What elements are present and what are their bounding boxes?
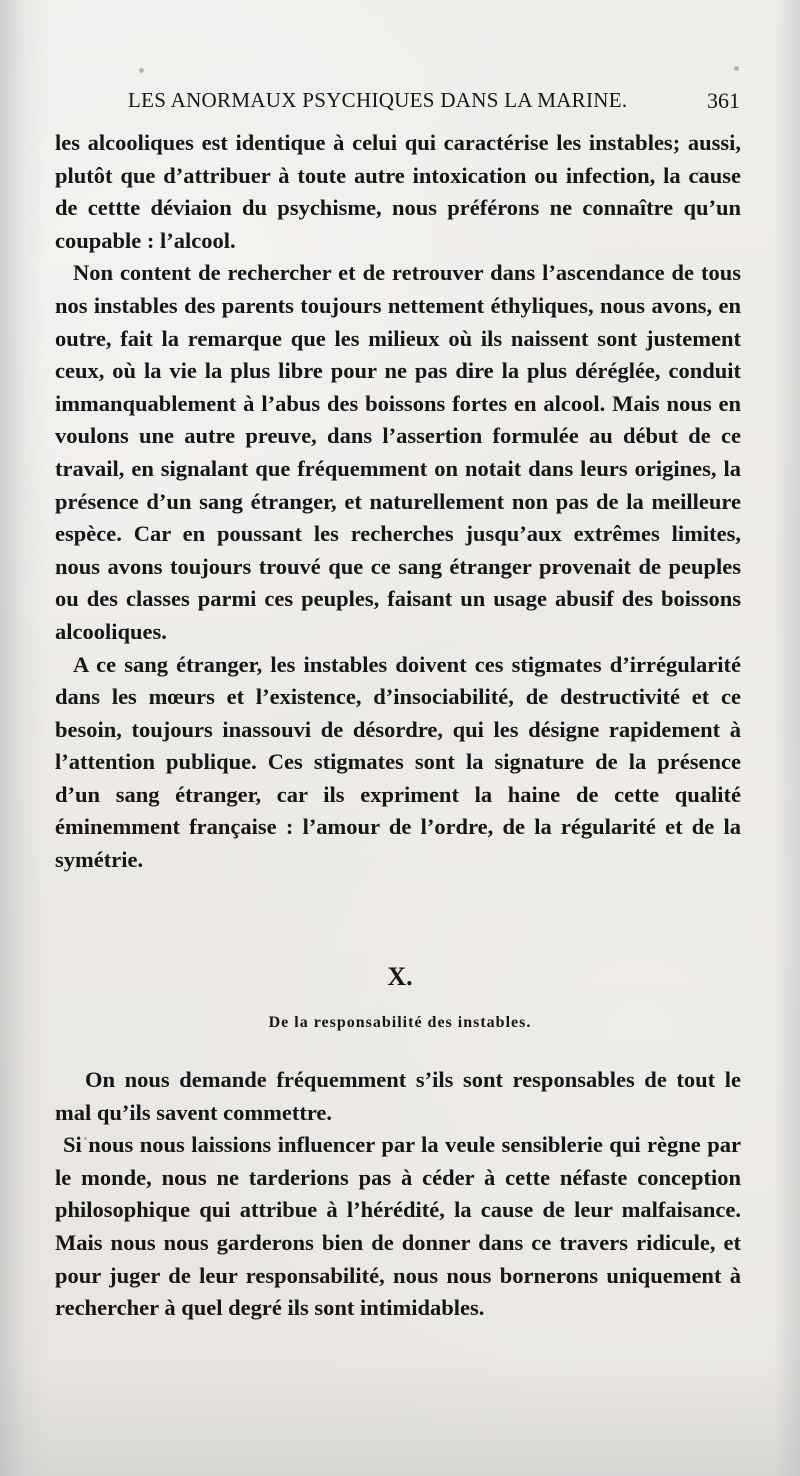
paragraph-2: Non content de rechercher et de retrouver dans l’ascendance de tous nos instables des parents toujours nettement éthyliques, nous avons, en outre, fait la remarque que les milieux où ils naissent sont justement ceux, où la vie la plus libre pour ne pas dire la plus déréglée, conduit immanquablement à l’abus des boissons fortes en alcool. Mais nous en voulons une autre preuve, dans l’assertion formulée au début de ce travail, en signalant que fréquemment on notait dans leurs origines, la présence d’un sang étranger, et naturellement non pas de la meilleure espèce. Car en poussant les recherches jusqu’aux extrêmes limites, nous avons toujours trouvé que ce sang étranger provenait de peuples ou des classes parmi ces peuples, faisant un usage abusif des boissons alcooliques.: [55, 260, 741, 644]
main-text: [55, 127, 741, 877]
print-speck: [734, 66, 739, 71]
bottom-scan-shadow: [0, 1356, 800, 1476]
page-number: 361: [707, 88, 740, 113]
section-text: [55, 1064, 741, 1325]
section-number: X.: [387, 962, 413, 991]
running-head-title: LES ANORMAUX PSYCHIQUES DANS LA MARINE.: [128, 88, 628, 112]
right-scan-shadow: [774, 0, 800, 1476]
paragraph-3: A ce sang étranger, les instables doivent ces stigmates d’irrégularité dans les mœurs et l’existence, d’insociabilité, de destructivité et ce besoin, toujours inassouvi de désordre, qui les désigne rapidement à l’attention publique. Ces stigmates sont la signature de la présence d’un sang étranger, car ils expriment la haine de cette qualité éminemment française : l’amour de l’ordre, de la régularité et de la symétrie.: [55, 651, 741, 873]
section-paragraph-2: Si nous nous laissions influencer par la veule sensiblerie qui règne par le monde, nous ne tarderions pas à céder à cette néfaste conception philosophique qui attribue à l’hérédité, la cause de leur malfaisance. Mais nous nous garderons bien de donner dans ce travers ridicule, et pour juger de leur responsabilité, nous nous bornerons uniquement à rechercher à quel degré ils sont intimidables.: [55, 1132, 741, 1321]
running-head: [128, 88, 740, 118]
paragraph-1: les alcooliques est identique à celui qui caractérise les instables; aussi, plutôt que d’attribuer à toute autre intoxication ou infection, la cause de cettte déviaion du psychisme, nous préférons ne connaître qu’un coupable : l’alcool.: [55, 130, 741, 253]
left-scan-shadow: [0, 0, 48, 1476]
print-speck: [139, 68, 144, 73]
section-title: De la responsabilité des instables.: [268, 1014, 532, 1031]
section-paragraph-1: On nous demande fréquemment s’ils sont responsables de tout le mal qu’ils savent commettre.: [55, 1067, 741, 1125]
